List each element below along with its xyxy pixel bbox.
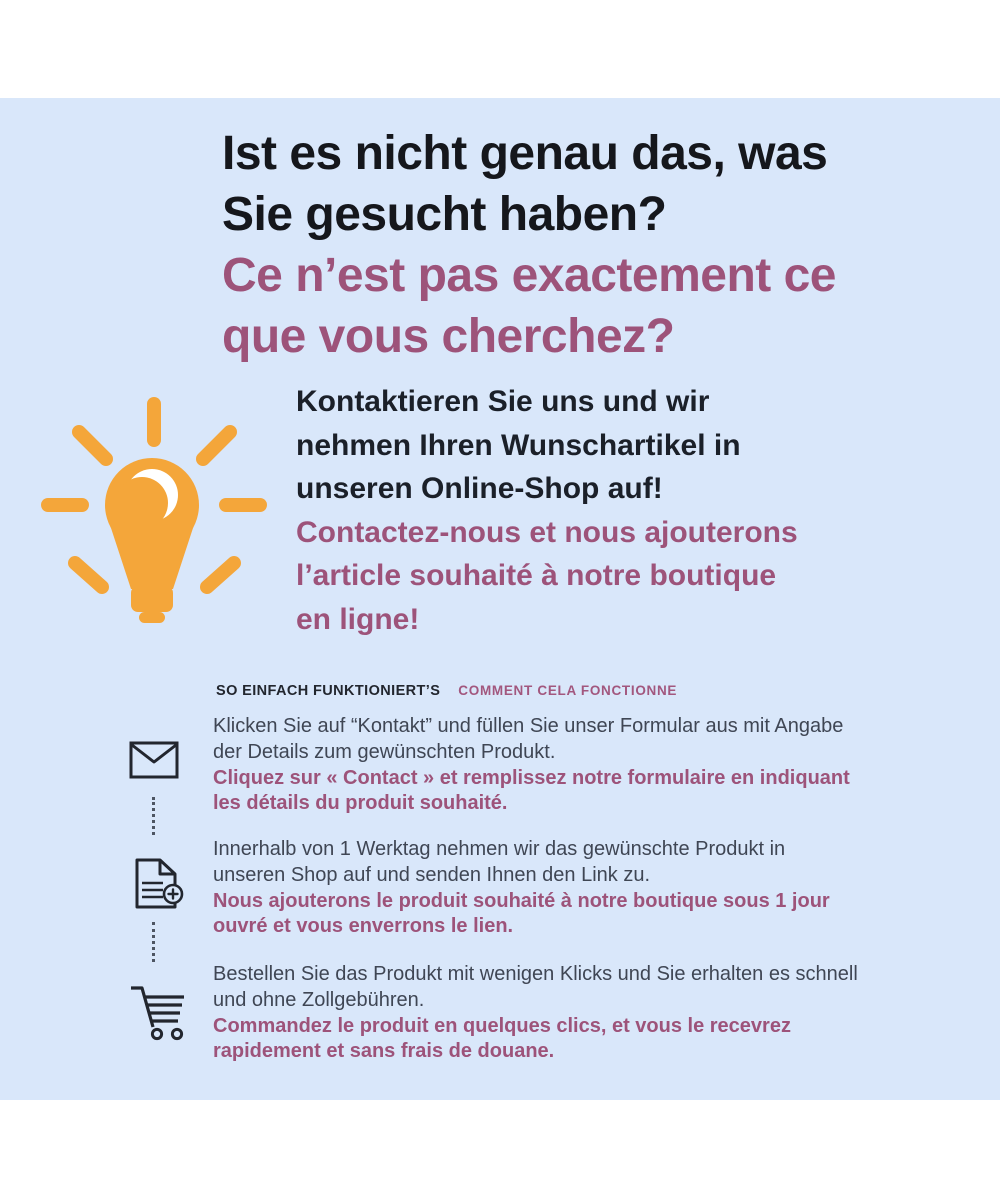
headline-de-line: Ist es nicht genau das, was: [222, 127, 828, 180]
dotted-connector: [152, 797, 155, 835]
step-fr-line: rapidement et sans frais de douane.: [213, 1040, 555, 1063]
dotted-connector: [152, 922, 155, 962]
intro-fr-line: en ligne!: [296, 602, 420, 636]
step-1-text: [213, 714, 850, 817]
step-fr-line: les détails du produit souhaité.: [213, 792, 508, 815]
step-de-line: Innerhalb von 1 Werktag nehmen wir das gewünschte Produkt in: [213, 838, 786, 860]
intro-de-line: unseren Online-Shop auf!: [296, 472, 663, 506]
how-it-works-de: SO EINFACH FUNKTIONIERT’S: [216, 683, 441, 699]
step-2-text: [213, 837, 830, 940]
step-de-line: und ohne Zollgebühren.: [213, 988, 425, 1011]
document-add-icon: [128, 857, 184, 911]
intro-de-line: nehmen Ihren Wunschartikel in: [296, 428, 741, 462]
how-it-works-fr: COMMENT CELA FONCTIONNE: [458, 683, 678, 698]
headline-de-line: Sie gesucht haben?: [222, 188, 667, 241]
intro-text: [296, 380, 798, 642]
intro-fr-line: l’article souhaité à notre boutique: [296, 559, 777, 593]
intro-de-line: Kontaktieren Sie uns und wir: [296, 385, 710, 418]
how-it-works-header: [216, 683, 677, 699]
step-fr-line: ouvré et vous enverrons le lien.: [213, 915, 514, 938]
headline: [222, 123, 836, 367]
step-de-line: unseren Shop auf und senden Ihnen den Link zu.: [213, 863, 651, 886]
step-de-line: Bestellen Sie das Produkt mit wenigen Klicks und Sie erhalten es schnell: [213, 963, 858, 985]
intro-fr-line: Contactez-nous et nous ajouterons: [296, 515, 798, 549]
step-de-line: Klicken Sie auf “Kontakt” und füllen Sie unser Formular aus mit Angabe: [213, 715, 844, 737]
step-fr-line: Commandez le produit en quelques clics, et vous le recevrez: [213, 1014, 791, 1037]
lightbulb-icon: [40, 390, 270, 626]
step-3-text: [213, 962, 858, 1065]
headline-fr-line: que vous cherchez?: [222, 310, 675, 363]
step-fr-line: Nous ajouterons le produit souhaité à notre boutique sous 1 jour: [213, 889, 830, 912]
headline-fr-line: Ce n’est pas exactement ce: [222, 249, 836, 302]
step-de-line: der Details zum gewünschten Produkt.: [213, 740, 556, 763]
envelope-icon: [129, 741, 179, 779]
step-fr-line: Cliquez sur « Contact » et remplissez notre formulaire en indiquant: [213, 766, 850, 789]
cart-icon: [123, 983, 187, 1041]
